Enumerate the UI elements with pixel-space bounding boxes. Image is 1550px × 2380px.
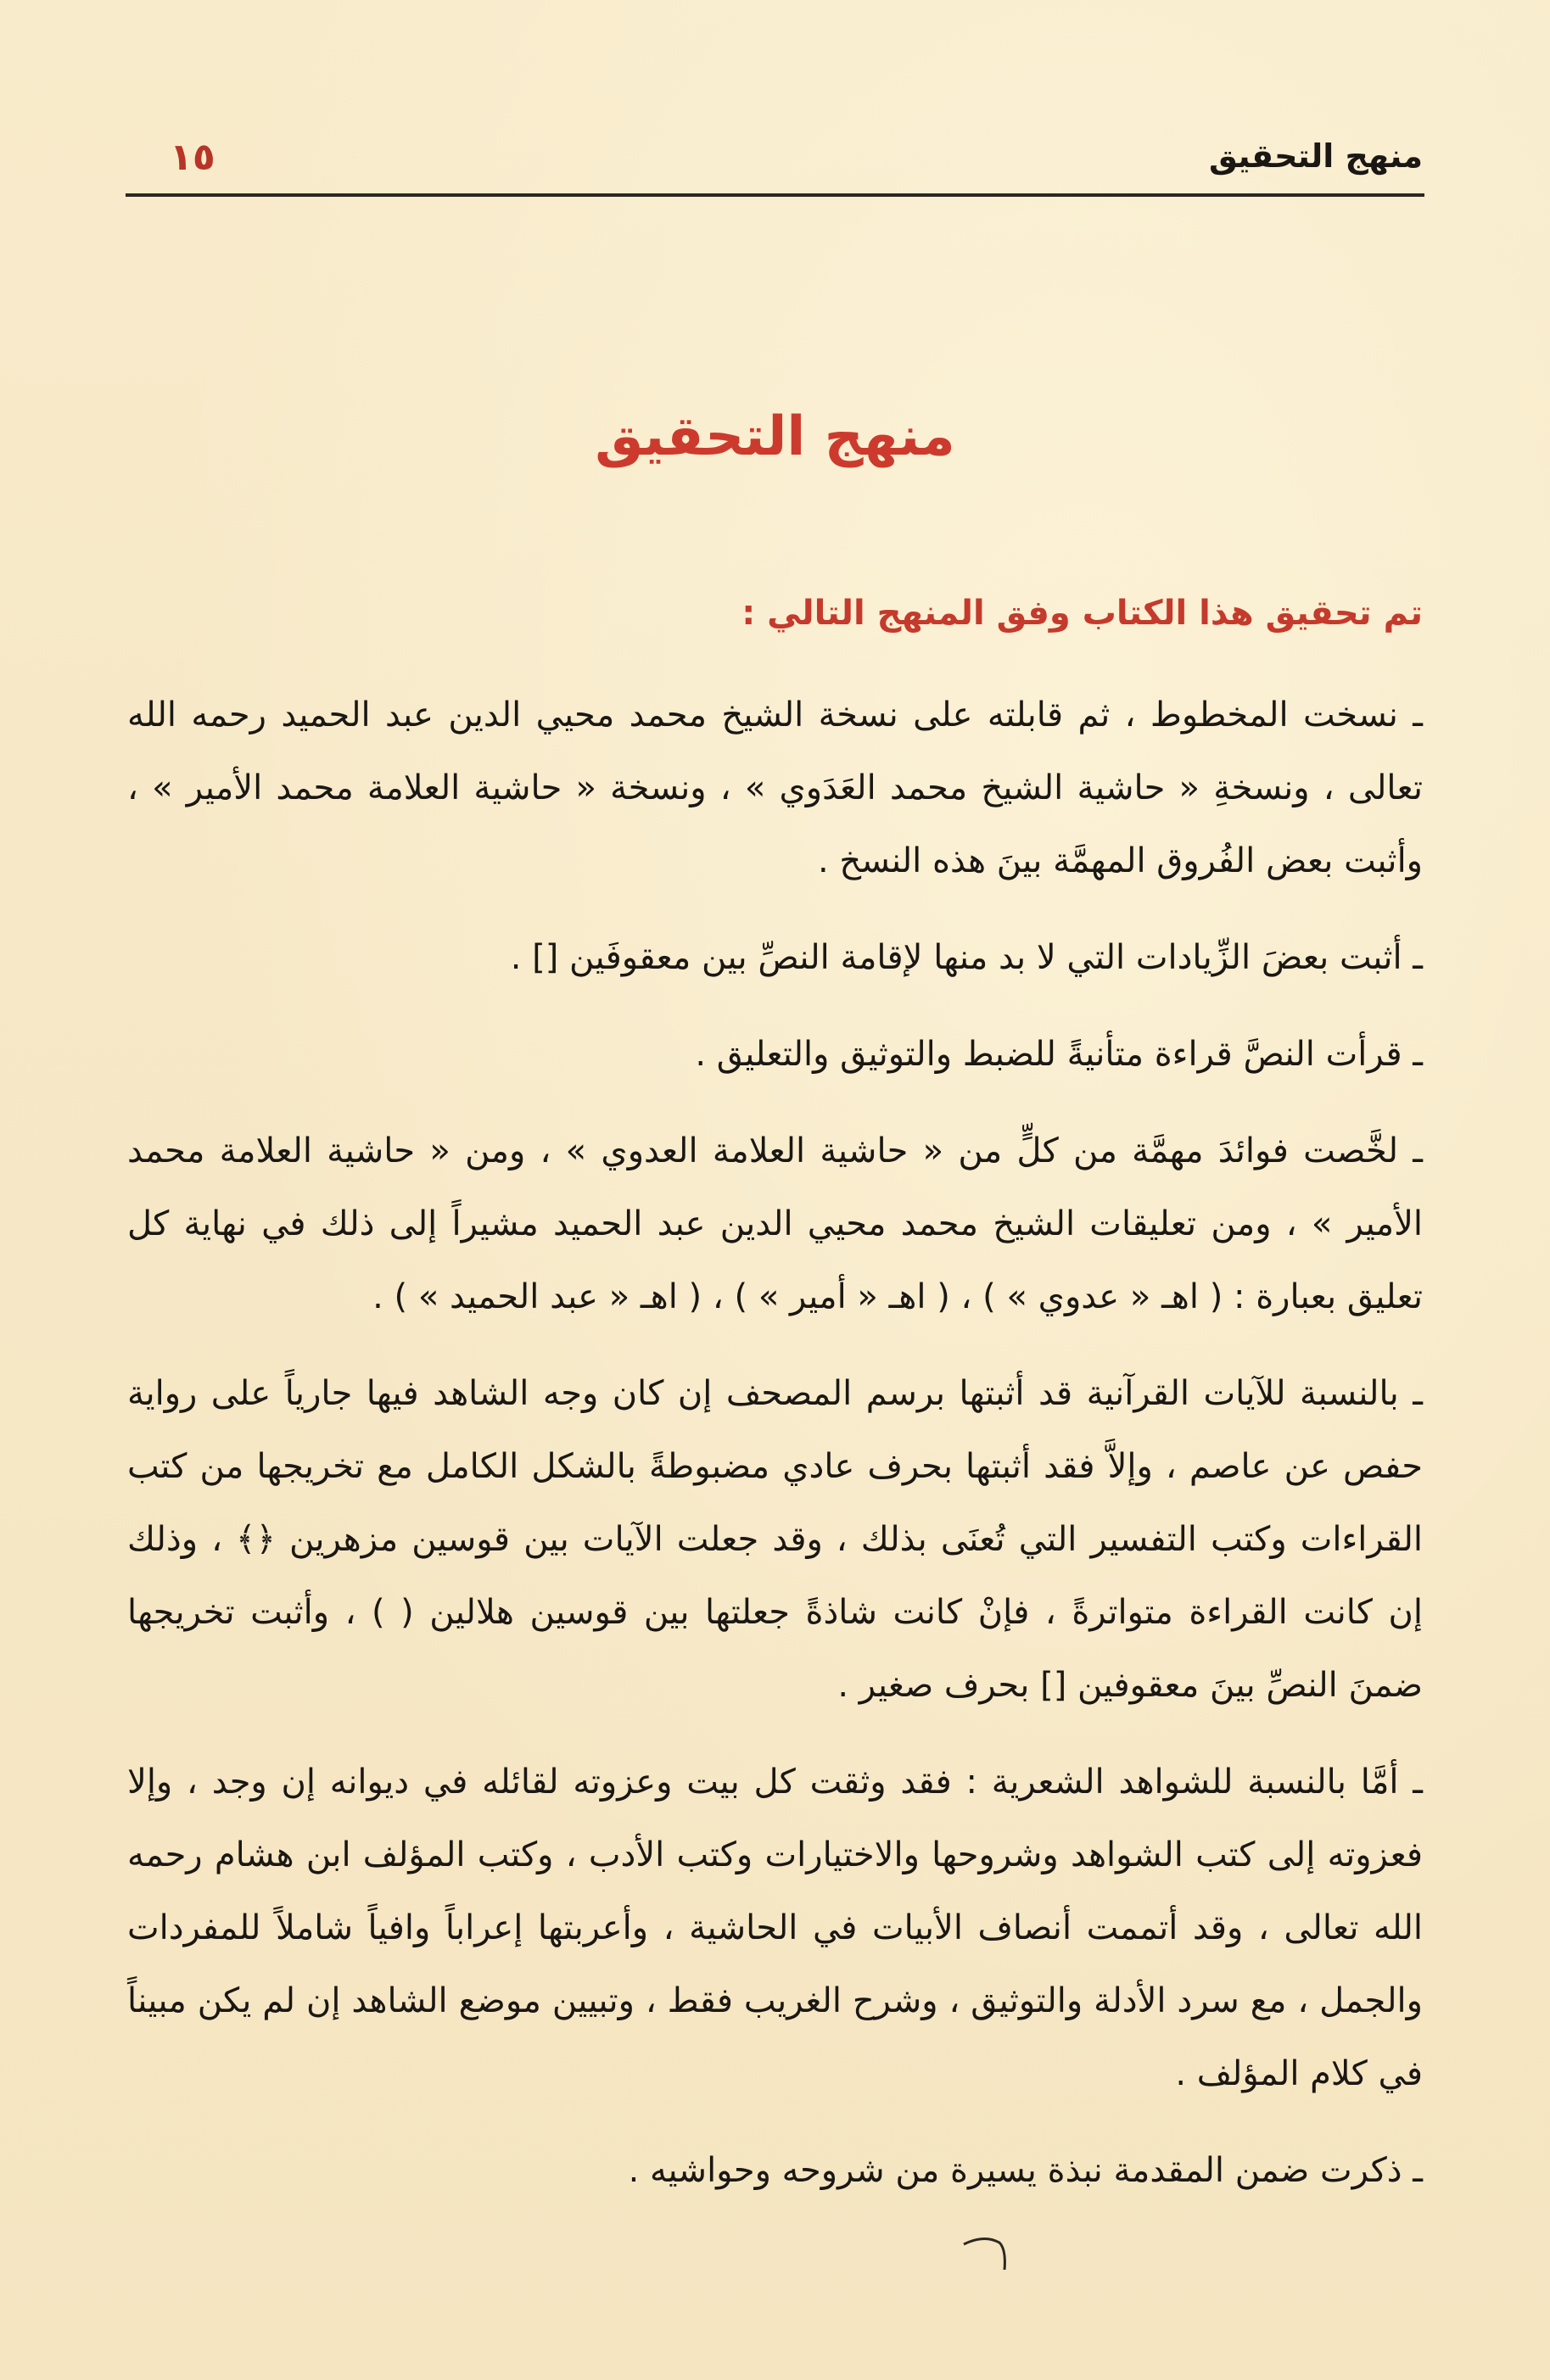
running-title: منهج التحقيق — [1208, 137, 1423, 175]
method-item: ـ أثبت بعضَ الزِّيادات التي لا بد منها لإقامة النصِّ بين معقوفَين [] . — [510, 938, 1423, 977]
page-number: ١٥ — [170, 136, 215, 179]
method-item: ـ نسخت المخطوط ، ثم قابلته على نسخة الشيخ محمد محيي الدين عبد الحميد رحمه الله تعالى ، ونسخةِ « حاشية الشيخ محمد العَدَوي » ، ونسخة « حاشية العلامة محمد الأمير » ، وأثبت بعض الفُروق المهمَّة بينَ هذه النسخ . — [127, 696, 1423, 880]
catchword-mark — [959, 2232, 1027, 2275]
method-list — [127, 679, 1423, 2231]
method-item: ـ لخَّصت فوائدَ مهمَّة من كلٍّ من « حاشية العلامة العدوي » ، ومن « حاشية العلامة محمد الأمير » ، ومن تعليقات الشيخ محمد محيي الدين عبد الحميد مشيراً إلى ذلك في نهاية كل تعليق بعبارة : ( اهـ « عدوي » ) ، ( اهـ « أمير » ) ، ( اهـ « عبد الحميد » ) . — [127, 1131, 1423, 1316]
method-item: ـ قرأت النصَّ قراءة متأنيةً للضبط والتوثيق والتعليق . — [695, 1035, 1423, 1074]
section-title: منهج التحقيق — [595, 405, 955, 468]
method-item: ـ ذكرت ضمن المقدمة نبذة يسيرة من شروحه وحواشيه . — [628, 2151, 1423, 2190]
method-item: ـ بالنسبة للآيات القرآنية قد أثبتها برسم المصحف إن كان وجه الشاهد فيها جارياً على رواية حفص عن عاصم ، وإلاَّ فقد أثبتها بحرف عادي مضبوطةً بالشكل الكامل مع تخريجها من كتب القراءات وكتب التفسير التي تُعنَى بذلك ، وقد جعلت الآيات بين قوسين مزهرين ﴿﴾ ، وذلك إن كانت القراءة متواترةً ، فإنْ كانت شاذةً جعلتها بين قوسين هلالين ( ) ، وأثبت تخريجها ضمنَ النصِّ بينَ معقوفين [] بحرف صغير . — [127, 1374, 1423, 1705]
intro-line: تم تحقيق هذا الكتاب وفق المنهج التالي : — [741, 594, 1423, 633]
method-item: ـ أمَّا بالنسبة للشواهد الشعرية : فقد وثقت كل بيت وعزوته لقائله في ديوانه إن وجد ، وإلا فعزوته إلى كتب الشواهد وشروحها والاختيارات وكتب الأدب ، وكتب المؤلف ابن هشام رحمه الله تعالى ، وقد أتممت أنصاف الأبيات في الحاشية ، وأعربتها إعراباً وافياً شاملاً للمفردات والجمل ، مع سرد الأدلة والتوثيق ، وشرح الغريب فقط ، وتبيين موضع الشاهد إن لم يكن مبيناً في كلام المؤلف . — [127, 1763, 1423, 2093]
running-header — [127, 127, 1423, 187]
header-rule — [126, 193, 1424, 197]
